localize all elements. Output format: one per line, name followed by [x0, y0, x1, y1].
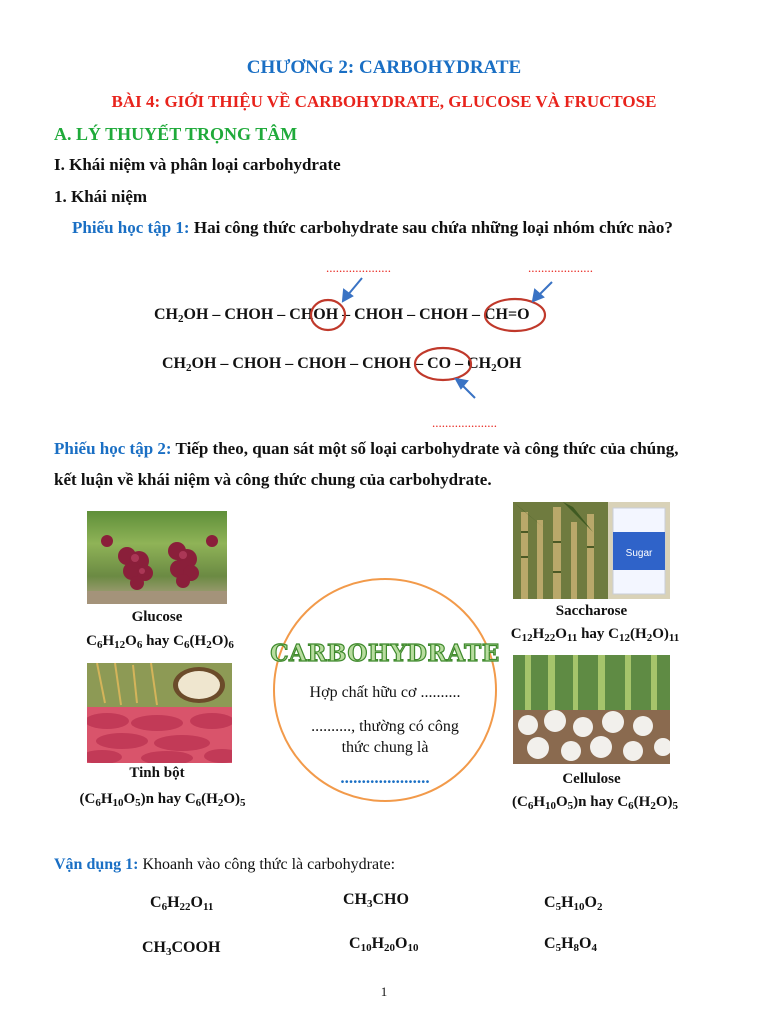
apply-1-prompt	[54, 856, 395, 874]
worksheet-1-text: Hai công thức carbohydrate sau chứa những loại nhóm chức nào?	[189, 218, 673, 237]
blank-answer-3[interactable]: ....................	[432, 415, 497, 430]
worksheet-2-text-line2: kết luận về khái niệm và công thức chung của carbohydrate.	[54, 470, 492, 489]
concept-line-1: Hợp chất hữu cơ ..........	[309, 684, 461, 701]
worksheet-2-label: Phiếu học tập 2:	[54, 439, 172, 458]
page-number: 1	[380, 984, 388, 999]
glucose-open-chain-formula: $CH_2OH$ – CHOH – CHOH – CHOH – CHOH – CH=O	[154, 306, 530, 325]
sugarcane-photo	[513, 502, 670, 599]
worksheet-1-label: Phiếu học tập 1:	[72, 218, 190, 237]
ketone-circle	[415, 348, 471, 380]
option-c5h10o2[interactable]: $C_5H_{10}O_2$	[544, 894, 603, 913]
chapter-title: CHƯƠNG 2: CARBOHYDRATE	[246, 57, 522, 78]
concept-line-2: .........., thường có công	[311, 718, 459, 735]
aldehyde-circle	[485, 299, 545, 331]
blank-answer-2[interactable]: ....................	[528, 260, 593, 275]
hydroxyl-circle	[311, 300, 345, 330]
subsection-1-heading: 1. Khái niệm	[54, 187, 148, 206]
concept-blank[interactable]: .....................	[340, 768, 430, 787]
concept-line-3: thức chung là	[341, 739, 429, 756]
starch-formula: $(C_6H_{10}O_5)n$ hay $C_6(H_2O)_5$	[79, 791, 246, 809]
worksheet-2-prompt	[54, 439, 678, 459]
starch-photo	[87, 663, 232, 763]
functional-group-markers	[0, 0, 768, 440]
option-c6h22o11[interactable]: $C_6H_{22}O_{11}$	[150, 894, 214, 913]
section-a-heading: A. LÝ THUYẾT TRỌNG TÂM	[54, 124, 298, 144]
section-1-heading: I. Khái niệm và phân loại carbohydrate	[54, 155, 341, 174]
option-ch3cooh[interactable]: $CH_3COOH$	[142, 939, 221, 958]
option-ch3cho[interactable]: $CH_3CHO$	[343, 891, 409, 910]
lesson-title: BÀI 4: GIỚI THIỆU VỀ CARBOHYDRATE, GLUCOSE VÀ FRUCTOSE	[111, 92, 657, 111]
caption-glucose: Glucose	[131, 609, 183, 625]
apply-1-label: Vận dụng 1:	[54, 856, 139, 873]
fructose-open-chain-formula: $CH_2OH$ – CHOH – CHOH – CHOH – CO – $CH_2OH$	[162, 355, 522, 374]
caption-starch: Tinh bột	[129, 765, 185, 781]
option-c5h8o4[interactable]: $C_5H_8O_4$	[544, 935, 597, 954]
option-c10h20o10[interactable]: $C_{10}H_{20}O_{10}$	[349, 935, 419, 954]
grapes-photo	[87, 511, 227, 604]
caption-cellulose: Cellulose	[562, 771, 621, 787]
glucose-formula: $C_6H_{12}O_6$ hay $C_6(H_2O)_6$	[86, 633, 234, 651]
saccharose-formula: $C_{12}H_{22}O_{11}$ hay $C_{12}(H_2O)_{11}$	[510, 626, 680, 644]
cellulose-photo	[513, 655, 670, 764]
cellulose-formula: $(C_6H_{10}O_5)n$ hay $C_6(H_2O)_5$	[511, 794, 679, 812]
worksheet-2-text-line1: Tiếp theo, quan sát một số loại carbohydrate và công thức của chúng,	[171, 439, 679, 458]
svg-text:Sugar: Sugar	[625, 548, 653, 559]
apply-1-text: Khoanh vào công thức là carbohydrate:	[138, 856, 396, 873]
blank-answer-1[interactable]: ....................	[326, 260, 391, 275]
carbohydrate-word-art: CARBOHYDRATE	[270, 640, 500, 667]
caption-saccharose: Saccharose	[555, 603, 628, 619]
